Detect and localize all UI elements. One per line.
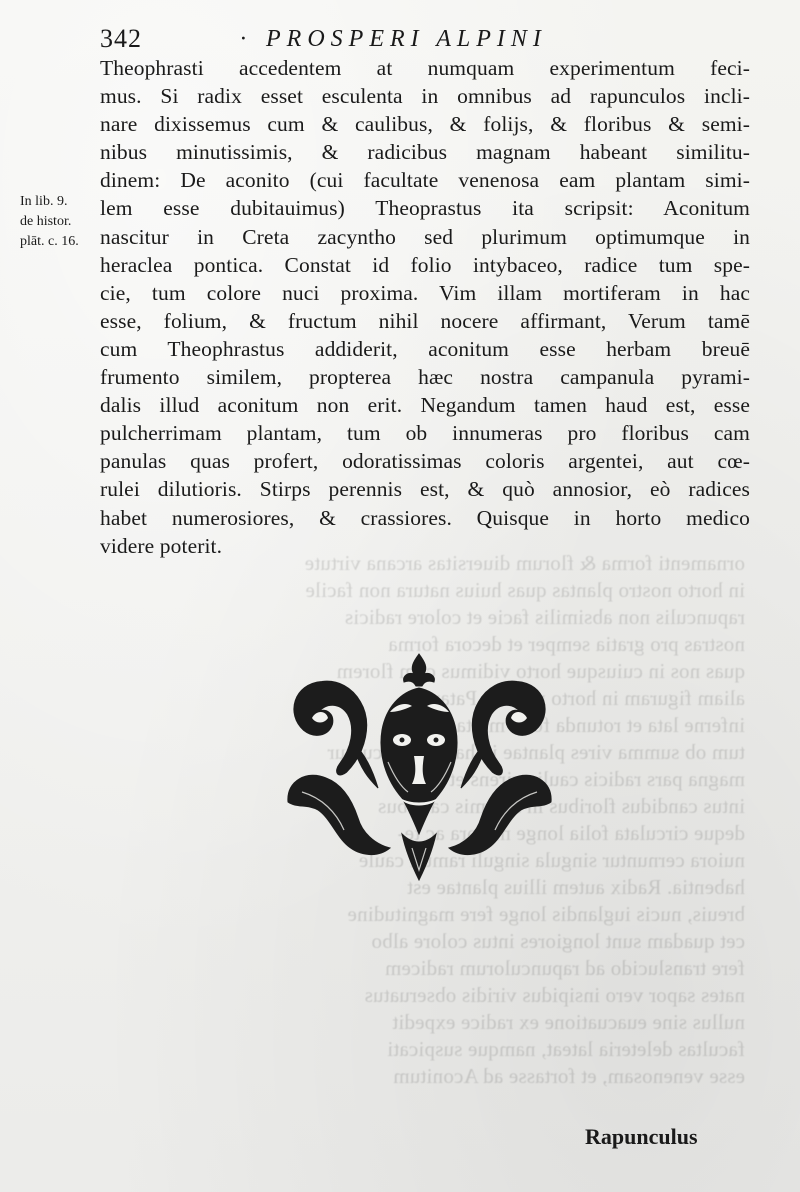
page-number: 342 bbox=[100, 24, 142, 53]
marginal-note-line: In lib. 9. bbox=[20, 194, 68, 209]
text-line: mus. Si radix esset esculenta in omnibus ad rapunculos incli- bbox=[100, 84, 750, 109]
text-line: cie, tum colore nuci proxima. Vim illam mortiferam in hac bbox=[100, 280, 750, 305]
text-line: esse, folium, & fructum nihil nocere affirmant, Verum tamē bbox=[100, 308, 750, 333]
text-line: nare dixissemus cum & caulibus, & folijs, & floribus & semi- bbox=[100, 112, 750, 137]
text-line: nibus minutissimis, & radicibus magnam habeant similitu- bbox=[100, 140, 750, 165]
text-line: cum Theophrastus addiderit, aconitum esse herbam breuē bbox=[100, 336, 750, 361]
text-line: heraclea pontica. Constat id folio intybaceo, radice tum spe- bbox=[100, 252, 750, 277]
text-line: nascitur in Creta zacyntho sed plurimum optimumque in bbox=[100, 224, 750, 249]
text-line: panulas quas profert, odoratissimas coloris argentei, aut cœ- bbox=[100, 449, 750, 474]
text-line: habet numerosiores, & crassiores. Quisque in horto medico bbox=[100, 505, 750, 530]
text-line: pulcherrimam plantam, tum ob innumeras pro floribus cam bbox=[100, 421, 750, 446]
woodcut-ornament bbox=[282, 652, 557, 887]
text-line: Theophrasti accedentem at numquam experimentum feci- bbox=[100, 56, 750, 80]
text-line: frumento similem, propterea hæc nostra campanula pyrami- bbox=[100, 365, 750, 390]
catchword: Rapunculus bbox=[585, 1124, 698, 1149]
body-text bbox=[100, 54, 750, 560]
text-line: dinem: De aconito (cui facultate venenosa eam plantam simi- bbox=[100, 168, 750, 193]
marginal-note-line: de histor. bbox=[20, 214, 72, 229]
text-line: lem esse dubitauimus) Theoprastus ita scripsit: Aconitum bbox=[100, 196, 750, 221]
show-through-texture: ornamenti forma & florum diuersitas arcana virtute in horto nostro plantas quas huius natura non facile rapunculis non absimilis facie et colore radicis nostras pro gratia semper et decora forma quas nos in cuiusque horto vidimus cum florem aliam figuram in horto medico Patauino inferne lata et rotunda folia multa crescit tum ob summa vires plantae in hac esse dicuntur magna pars radicis caulis virens et multa intus candidus floribus in summis caulibus deque circulata folia longe minora ac te- nuiora cernuntur singula singuli ramuli caule habentia. Radix autem illius plantae est breuis, nucis iuglandis longe fere magnitudine cet quadam sunt longiores intus colore albo fere translucido ad rapunculorum radicem nates sapor vero insipidus viridis obseruatus nullus sine euacuatione ex radice expedit facultas deleteria lateat, namque suspicati esse venenosam, et fortasse ad Aconitum bbox=[304, 551, 745, 1088]
marginal-note-line: plāt. c. 16. bbox=[20, 234, 79, 249]
text-line-last: videre poterit. bbox=[100, 533, 223, 558]
page-header bbox=[100, 24, 750, 58]
running-head bbox=[240, 26, 547, 53]
text-line: dalis illud aconitum non erit. Negandum tamen haud est, esse bbox=[100, 393, 750, 418]
text-line: rulei dilutioris. Stirps perennis est, & quò annosior, eò radices bbox=[100, 477, 750, 502]
running-head-text: PROSPERI ALPINI bbox=[266, 26, 547, 52]
ornament-dot: · bbox=[240, 26, 252, 52]
marginal-note bbox=[20, 192, 100, 252]
